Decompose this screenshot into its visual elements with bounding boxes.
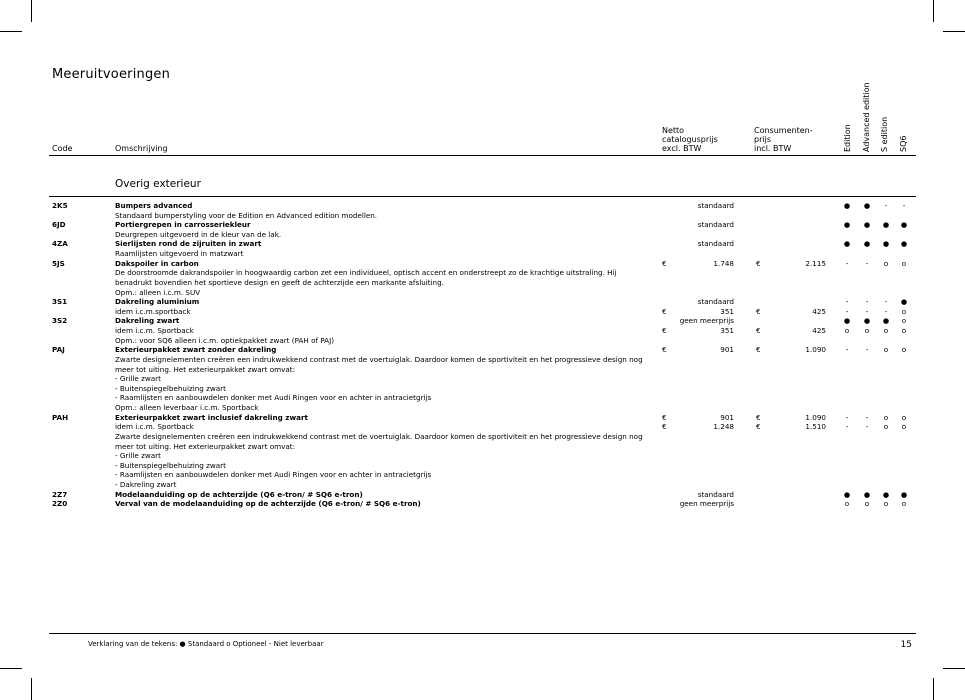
table-row xyxy=(0,316,965,326)
netto-currency: € xyxy=(662,326,667,336)
option-code: 2Z0 xyxy=(52,499,68,509)
option-description: Zwarte designelementen creëren een indrukwekkend contrast met de voertuiglak. Daardoor komen de sportiviteit en het progressieve design nog xyxy=(115,431,643,441)
crop-mark xyxy=(933,0,934,22)
availability-mark: - xyxy=(845,345,849,355)
availability-mark: ● xyxy=(843,316,851,326)
option-description: meer tot uiting. Het exterieurpakket zwart omvat: xyxy=(115,364,296,374)
crop-mark xyxy=(31,678,32,700)
option-description: Opm.: voor SQ6 alleen i.c.m. optiekpakket zwart (PAH of PAJ) xyxy=(115,335,334,345)
header-netto-line: Netto xyxy=(662,126,685,135)
page-number: 15 xyxy=(900,640,912,650)
option-description: Exterieurpakket zwart inclusief dakreling zwart xyxy=(115,412,308,422)
availability-mark: - xyxy=(845,297,849,307)
availability-mark: o xyxy=(901,326,907,336)
option-description: De doorstroomde dakrandspoiler in hoogwaardig carbon zet een individueel, optisch accent en onderstreept zo de krachtige uitstraling. Hij xyxy=(115,268,617,278)
option-description: Opm.: alleen leverbaar i.c.m. Sportback xyxy=(115,403,259,413)
option-description: Verval van de modelaanduiding op de achterzijde (Q6 e-tron/ # SQ6 e-tron) xyxy=(115,499,421,509)
option-description: - Buitenspiegelbehuizing zwart xyxy=(115,383,226,393)
option-code: 4ZA xyxy=(52,239,68,249)
option-description: Portiergrepen in carrosseriekleur xyxy=(115,220,251,230)
header-netto-line: excl. BTW xyxy=(662,144,702,153)
table-row xyxy=(0,393,965,403)
availability-mark: o xyxy=(901,345,907,355)
availability-mark: ● xyxy=(863,489,871,499)
option-description: idem i.c.m. Sportback xyxy=(115,422,194,432)
netto-price: standaard xyxy=(697,239,734,249)
header-netto-line: catalogusprijs xyxy=(662,135,718,144)
table-row xyxy=(0,201,965,211)
availability-mark: ● xyxy=(843,239,851,249)
option-description: - Buitenspiegelbehuizing zwart xyxy=(115,460,226,470)
table-row xyxy=(0,230,965,240)
table-row xyxy=(0,259,965,269)
header-consumer-line: prijs xyxy=(754,135,771,144)
header-consumer-line: Consumenten- xyxy=(754,126,813,135)
netto-price: 901 xyxy=(720,412,734,422)
availability-mark: ● xyxy=(882,220,890,230)
option-description: Dakreling zwart xyxy=(115,316,180,326)
netto-price: geen meerprijs xyxy=(679,316,734,326)
table-row xyxy=(0,422,965,432)
option-description: meer tot uiting. Het exterieurpakket zwart omvat: xyxy=(115,441,296,451)
table-row xyxy=(0,365,965,375)
availability-mark: ● xyxy=(863,220,871,230)
option-description: - Grille zwart xyxy=(115,451,161,461)
option-code: PAH xyxy=(52,412,69,422)
option-code: 2K5 xyxy=(52,201,68,210)
availability-mark: ● xyxy=(900,220,908,230)
availability-mark: o xyxy=(883,326,889,336)
consumer-currency: € xyxy=(756,258,761,268)
netto-price: standaard xyxy=(697,297,734,307)
header-model-sq6: SQ6 xyxy=(899,135,908,152)
availability-mark: o xyxy=(901,412,907,422)
netto-price: 1.248 xyxy=(713,422,734,432)
header-rule xyxy=(49,155,916,156)
option-description: Standaard bumperstyling voor de Edition en Advanced edition modellen. xyxy=(115,210,378,220)
consumer-currency: € xyxy=(756,306,761,316)
availability-mark: ● xyxy=(843,201,851,210)
netto-price: 1.748 xyxy=(713,258,734,268)
table-row xyxy=(0,490,965,500)
table-row xyxy=(0,403,965,413)
table-row xyxy=(0,288,965,298)
table-row xyxy=(0,451,965,461)
availability-mark: - xyxy=(884,201,888,210)
availability-mark: o xyxy=(883,422,889,432)
option-description: - Raamlijsten en aanbouwdelen donker met Audi Ringen voor en achter in antracietgrijs xyxy=(115,393,432,403)
table-row xyxy=(0,336,965,346)
header-model-s-edition: S edition xyxy=(880,116,889,152)
availability-mark: o xyxy=(883,258,889,268)
netto-price: geen meerprijs xyxy=(679,499,734,509)
table-row xyxy=(0,470,965,480)
table-row xyxy=(0,345,965,355)
availability-mark: o xyxy=(901,316,907,326)
consumer-price: 1.090 xyxy=(805,345,826,355)
availability-mark: ● xyxy=(843,220,851,230)
availability-mark: o xyxy=(883,412,889,422)
table-row xyxy=(0,268,965,278)
netto-currency: € xyxy=(662,258,667,268)
section-title: Overig exterieur xyxy=(115,178,201,190)
availability-mark: - xyxy=(845,258,849,268)
availability-mark: ● xyxy=(863,239,871,249)
header-netto xyxy=(662,126,718,153)
option-description: Zwarte designelementen creëren een indrukwekkend contrast met de voertuiglak. Daardoor komen de sportiviteit en het progressieve design nog xyxy=(115,354,643,364)
crop-mark xyxy=(933,678,934,700)
availability-mark: ● xyxy=(900,297,908,307)
availability-mark: - xyxy=(865,258,869,268)
crop-mark xyxy=(31,0,32,22)
header-consumer xyxy=(754,126,813,153)
option-description: Modelaanduiding op de achterzijde (Q6 e-tron/ # SQ6 e-tron) xyxy=(115,489,363,499)
netto-price: 351 xyxy=(720,306,734,316)
option-description: Deurgrepen uitgevoerd in de kleur van de lak. xyxy=(115,229,282,239)
option-description: - Dakreling zwart xyxy=(115,479,177,489)
availability-mark: ● xyxy=(863,201,871,210)
section-rule xyxy=(49,196,916,197)
table-row xyxy=(0,499,965,509)
table-row xyxy=(0,220,965,230)
table-row xyxy=(0,480,965,490)
option-code: 5JS xyxy=(52,258,65,268)
crop-mark xyxy=(0,668,22,669)
option-description: - Raamlijsten en aanbouwdelen donker met Audi Ringen voor en achter in antracietgrijs xyxy=(115,470,432,480)
table-row xyxy=(0,355,965,365)
netto-price: standaard xyxy=(697,489,734,499)
availability-mark: ● xyxy=(882,239,890,249)
availability-mark: ● xyxy=(882,316,890,326)
option-code: 3S1 xyxy=(52,297,68,307)
netto-currency: € xyxy=(662,345,667,355)
option-code: 6JD xyxy=(52,220,66,230)
option-description: Bumpers advanced xyxy=(115,201,193,210)
consumer-price: 425 xyxy=(812,326,826,336)
option-description: Dakspoiler in carbon xyxy=(115,258,199,268)
availability-mark: - xyxy=(902,201,906,210)
consumer-price: 1.510 xyxy=(805,422,826,432)
consumer-price: 2.115 xyxy=(805,258,826,268)
availability-mark: - xyxy=(865,297,869,307)
availability-mark: - xyxy=(865,345,869,355)
availability-mark: ● xyxy=(900,239,908,249)
table-row xyxy=(0,432,965,442)
consumer-price: 1.090 xyxy=(805,412,826,422)
availability-mark: - xyxy=(845,306,849,316)
table-row xyxy=(0,211,965,221)
netto-price: 901 xyxy=(720,345,734,355)
option-description: Sierlijsten rond de zijruiten in zwart xyxy=(115,239,262,249)
availability-mark: ● xyxy=(900,489,908,499)
table-row xyxy=(0,374,965,384)
availability-mark: - xyxy=(865,422,869,432)
consumer-price: 425 xyxy=(812,306,826,316)
availability-mark: - xyxy=(865,412,869,422)
header-model-edition: Edition xyxy=(843,124,852,152)
option-description: Exterieurpakket zwart zonder dakreling xyxy=(115,345,277,355)
consumer-currency: € xyxy=(756,412,761,422)
netto-currency: € xyxy=(662,422,667,432)
availability-mark: - xyxy=(845,422,849,432)
availability-mark: - xyxy=(884,306,888,316)
option-description: Dakreling aluminium xyxy=(115,297,200,307)
availability-mark: o xyxy=(901,422,907,432)
crop-mark xyxy=(0,31,22,32)
crop-mark xyxy=(943,31,965,32)
availability-mark: ● xyxy=(863,316,871,326)
availability-mark: o xyxy=(901,258,907,268)
availability-mark: o xyxy=(864,326,870,336)
page-title: Meeruitvoeringen xyxy=(52,67,171,82)
netto-price: standaard xyxy=(697,220,734,230)
crop-mark xyxy=(943,668,965,669)
table-row xyxy=(0,239,965,249)
header-code: Code xyxy=(52,144,73,153)
availability-mark: o xyxy=(864,499,870,509)
consumer-currency: € xyxy=(756,345,761,355)
option-description: idem i.c.m.sportback xyxy=(115,306,191,316)
option-code: 3S2 xyxy=(52,316,68,326)
table-row xyxy=(0,413,965,423)
consumer-currency: € xyxy=(756,326,761,336)
availability-mark: o xyxy=(883,499,889,509)
header-description: Omschrijving xyxy=(115,144,168,153)
option-code: 2Z7 xyxy=(52,489,68,499)
option-description: Opm.: alleen i.c.m. SUV xyxy=(115,287,201,297)
footer-rule xyxy=(49,633,916,634)
availability-mark: - xyxy=(845,412,849,422)
netto-price: 351 xyxy=(720,326,734,336)
option-description: - Grille zwart xyxy=(115,374,161,384)
netto-currency: € xyxy=(662,306,667,316)
table-row xyxy=(0,249,965,259)
option-description: benadrukt bovendien het sportieve design en geeft de achterzijde een markante afsluiting. xyxy=(115,277,444,287)
legend: Verklaring van de tekens: ● Standaard o Optioneel - Niet leverbaar xyxy=(88,640,324,648)
table-row xyxy=(0,461,965,471)
availability-mark: o xyxy=(844,499,850,509)
option-description: Raamlijsten uitgevoerd in matzwart xyxy=(115,249,244,259)
availability-mark: o xyxy=(883,345,889,355)
table-row xyxy=(0,442,965,452)
table-row xyxy=(0,297,965,307)
netto-price: standaard xyxy=(697,201,734,210)
availability-mark: ● xyxy=(843,489,851,499)
option-code: PAJ xyxy=(52,345,65,355)
table-row xyxy=(0,307,965,317)
table-row xyxy=(0,384,965,394)
consumer-currency: € xyxy=(756,422,761,432)
netto-currency: € xyxy=(662,412,667,422)
table-row xyxy=(0,326,965,336)
header-consumer-line: incl. BTW xyxy=(754,144,792,153)
table-row xyxy=(0,278,965,288)
availability-mark: - xyxy=(884,297,888,307)
availability-mark: o xyxy=(901,306,907,316)
availability-mark: - xyxy=(865,306,869,316)
availability-mark: ● xyxy=(882,489,890,499)
header-model-advanced: Advanced edition xyxy=(862,82,871,152)
availability-mark: o xyxy=(901,499,907,509)
option-description: idem i.c.m. Sportback xyxy=(115,326,194,336)
availability-mark: o xyxy=(844,326,850,336)
